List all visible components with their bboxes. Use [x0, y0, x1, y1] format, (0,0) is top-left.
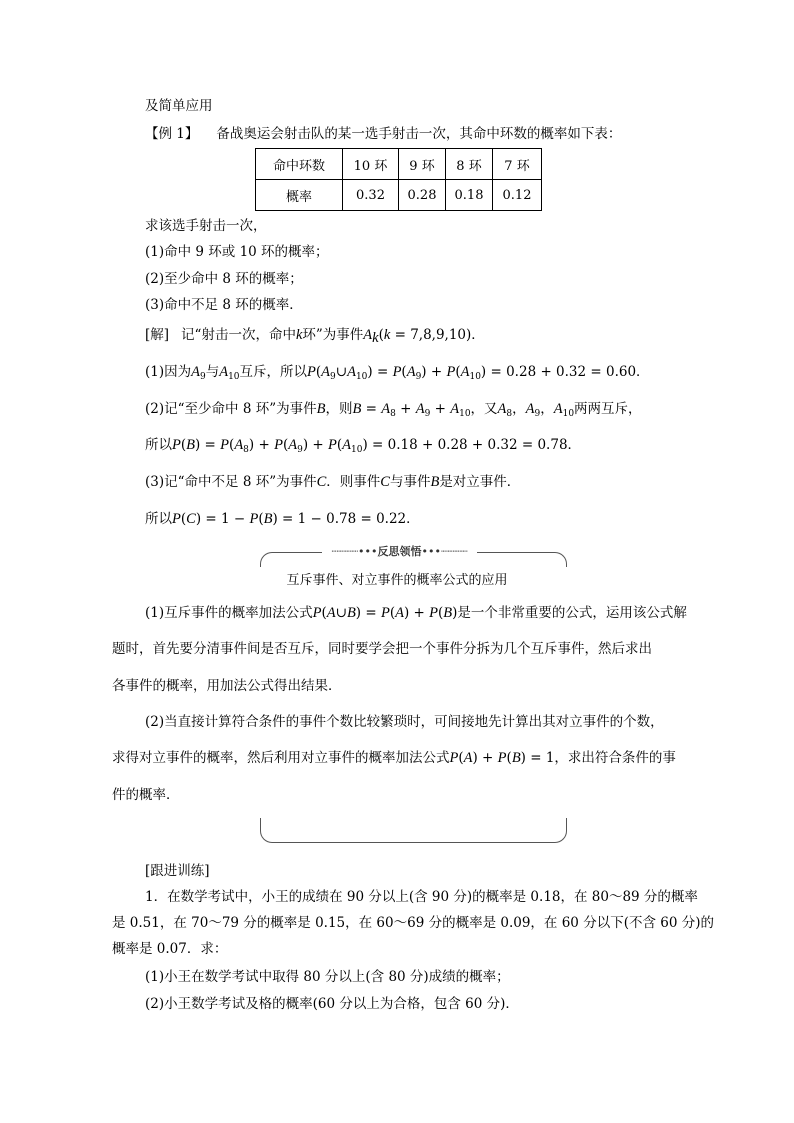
reflection-p1-line3: 各事件的概率，用加法公式得出结果．: [112, 678, 342, 694]
reflection-p2-line1: (2)当直接计算符合条件的事件个数比较繁琐时，可间接地先计算出其对立事件的个数，: [145, 714, 664, 730]
probability-table: [255, 148, 542, 211]
solution-step-2: (2)记“至少命中 8 环”为事件B，则$B = A_8 + A_9 + A_{10}$，又$A_8$，$A_9$，$A_{10}$两两互斥，: [145, 401, 642, 419]
table-cell: 8 环: [446, 149, 493, 180]
question-2: (2)至少命中 8 环的概率；: [145, 271, 303, 287]
question-1: (1)命中 9 环或 10 环的概率；: [145, 244, 329, 260]
practice-line-2: 是 0.51，在 70～79 分的概率是 0.15，在 60～69 分的概率是 0.09，在 60 分以下(不含 60 分)的: [112, 915, 714, 931]
table-row: [256, 180, 542, 211]
practice-question-1: (1)小王在数学考试中取得 80 分以上(含 80 分)成绩的概率；: [145, 969, 510, 985]
table-cell: 命中环数: [256, 149, 343, 180]
practice-question-2: (2)小王数学考试及格的概率(60 分以上为合格，包含 60 分)．: [145, 996, 519, 1012]
solution-tag: [解]: [145, 327, 170, 343]
table-cell: 7 环: [493, 149, 542, 180]
reflection-frame-bottom: [260, 818, 567, 843]
table-cell: 10 环: [343, 149, 399, 180]
table-cell: 0.12: [493, 180, 542, 211]
practice-line-3: 概率是 0.07．求：: [112, 941, 228, 957]
solution-line-def: [解] 记“射击一次，命中k环”为事件$A_k(k = 7,8,9,10)$．: [145, 327, 485, 346]
practice-tag: [跟进训练]: [145, 863, 210, 879]
reflection-badge: ┈┈┈┈•••反思领悟•••┈┈┈┈: [322, 542, 477, 562]
question-3: (3)命中不足 8 环的概率．: [145, 297, 303, 313]
table-cell: 9 环: [399, 149, 446, 180]
solution-step-3b: 所以P(C) = 1 − P(B) = 1 − 0.78 = 0.22．: [145, 511, 420, 527]
example-tag: 【例 1】: [145, 126, 199, 142]
section-heading: 及简单应用: [145, 98, 213, 114]
reflection-p2-line3: 件的概率．: [112, 787, 180, 803]
example-stem: 备战奥运会射击队的某一选手射击一次，其命中环数的概率如下表：: [216, 126, 622, 142]
question-intro: 求该选手射击一次，: [145, 218, 267, 234]
reflection-p1-line2: 题时，首先要分清事件间是否互斥，同时要学会把一个事件分拆为几个互斥事件，然后求出: [112, 641, 652, 657]
solution-step-1: (1)因为$A_9$与$A_{10}$互斥，所以$P(A_9\cup A_{10}) = P(A_9) + P(A_{10}) = 0.28 + 0.32 = 0.60$．: [145, 364, 650, 382]
reflection-p1-line1: (1)互斥事件的概率加法公式P(A∪B) = P(A) + P(B)是一个非常重要的公式，运用该公式解: [145, 605, 687, 621]
solution-step-2b: 所以$P(B) = P(A_8) + P(A_9) + P(A_{10}) = 0.18 + 0.28 + 0.32 = 0.78$．: [145, 437, 582, 455]
table-cell: 0.18: [446, 180, 493, 211]
table-cell: 0.32: [343, 180, 399, 211]
reflection-p2-line2: 求得对立事件的概率，然后利用对立事件的概率加法公式P(A) + P(B) = 1，求出符合条件的事: [112, 750, 676, 766]
table-row: [256, 149, 542, 180]
table-cell: 概率: [256, 180, 343, 211]
practice-line-1: 1．在数学考试中，小王的成绩在 90 分以上(含 90 分)的概率是 0.18，在 80～89 分的概率: [145, 889, 698, 905]
example-line: [145, 125, 621, 143]
reflection-title: 互斥事件、对立事件的概率公式的应用: [286, 573, 508, 588]
solution-step-3: (3)记“命中不足 8 环”为事件C．则事件C与事件B是对立事件．: [145, 474, 521, 490]
table-cell: 0.28: [399, 180, 446, 211]
